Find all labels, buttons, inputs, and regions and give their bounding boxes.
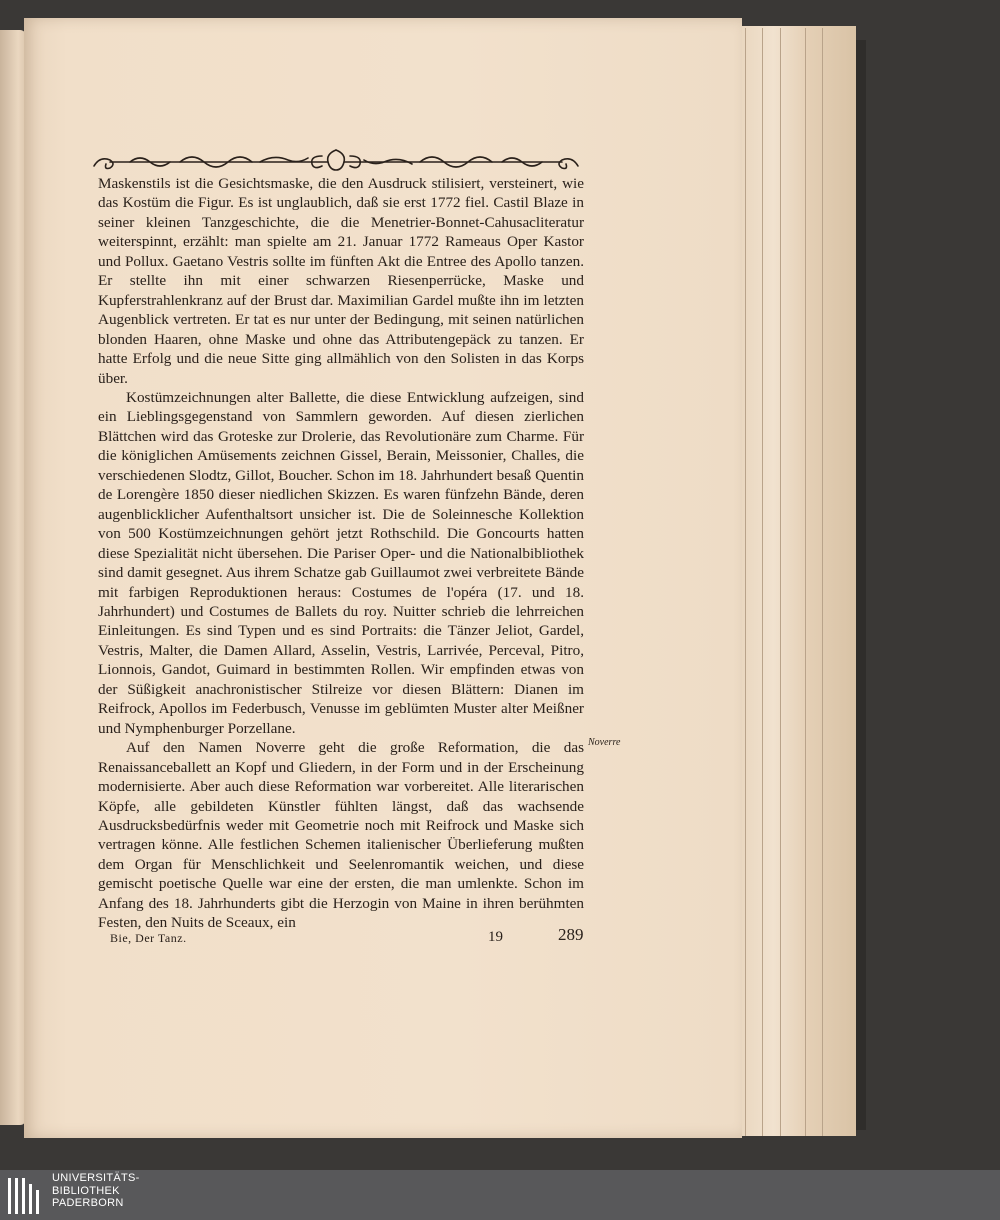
library-line: UNIVERSITÄTS-: [52, 1172, 140, 1184]
page-edge-line: [745, 28, 746, 1136]
body-text: [98, 174, 584, 933]
page-stack-edges: [738, 26, 856, 1136]
page-edge-line: [822, 28, 823, 1136]
left-page-edge: [0, 30, 26, 1125]
stack-shadow: [856, 40, 866, 1130]
library-name: [52, 1172, 140, 1210]
library-line: PADERBORN: [52, 1197, 124, 1209]
page-number: 289: [558, 925, 584, 944]
paragraph: Maskenstils ist die Gesichtsmaske, die den Ausdruck stilisiert, versteinert, wie das Kostüm die Figur. Es ist unglaublich, daß sie erst 1772 fiel. Castil Blaze in seiner kleinen Tanzgeschichte, die die Menetrier-Bonnet-Cahusacliteratur weiterspinnt, erzählt: man spielte am 21. Januar 1772 Rameaus Oper Kastor und Pollux. Gaetano Vestris sollte im fünften Akt die Entree des Apollo tanzen. Er stellte ihn mit einer schwarzen Riesenperrücke, Maske und Kupferstrahlenkranz auf der Brust dar. Maximilian Gardel mußte ihn im letzten Augenblick vertreten. Er tat es nur unter der Bedingung, mit seinen natürlichen blonden Haaren, ohne Maske und ohne das Attributengepäck zu tanzen. Er hatte Erfolg und die neue Sitte ging allmählich von den Solisten in das Korps über.: [98, 175, 584, 387]
marginal-note: Noverre: [588, 737, 621, 748]
library-line: BIBLIOTHEK: [52, 1184, 120, 1197]
library-logo-icon: [6, 1174, 46, 1218]
paragraph: Kostümzeichnungen alter Ballette, die diese Entwicklung aufzeigen, sind ein Lieblingsgegenstand von Sammlern geworden. Auf diesen zierlichen Blättchen wird das Groteske zur Drolerie, das Revolutionäre zum Charme. Für die königlichen Amüsements zeichnen Gissel, Berain, Meissonier, Challes, die verschiedenen Slodtz, Gillot, Boucher. Schon im 18. Jahrhundert besaß Quentin de Lorengère 1850 dieser niedlichen Skizzen. Es waren fünfzehn Bände, deren augenblicklicher Aufenthaltsort unsicher ist. Die de Soleinnesche Kollektion von 500 Kostümzeichnungen gehört jetzt Rothschild. Die Goncourts hatten diese Spezialität nicht übersehen. Die Pariser Oper- und die Nationalbibliothek sind damit gesegnet. Aus ihrem Schatze gab Guillaumot zwei verbreitete Bände mit farbigen Reproduktionen heraus: Costumes de l'opéra (17. und 18. Jahrhundert) und Costumes de Ballets du roy. Nuitter schrieb die lehrreichen Einleitungen. Es sind Typen und es sind Portraits: die Tänzer Jeliot, Gardel, Vestris, Malter, die Damen Allard, Asselin, Vestris, Larrivée, Perceval, Pitro, Lionnois, Gandot, Guimard in bestimmten Rollen. Wir empfinden etwas von der Süßigkeit anachronistischer Stilreize vor diesen Blättern: Dianen im Reifrock, Apollos im Federbusch, Venusse im geblümten Muster alter Meißner und Nymphenburger Porzellane.: [98, 388, 584, 737]
signature-mark: 19: [488, 929, 503, 945]
page-edge-line: [762, 28, 763, 1136]
paragraph: Auf den Namen Noverre geht die große Reformation, die das Renaissanceballett an Kopf und Gliedern, in der Form und in der Erscheinung modernisierte. Aber auch diese Reformation war vorbereitet. Alle literarischen Köpfe, alle gebildeten Künstler fühlten längst, daß das wachsende Ausdrucksbedürfnis weder mit Geometrie noch mit Reifrock und Maske sich vertragen könne. Alle festlichen Schemen italienischer Überlieferung mußten dem Organ für Menschlichkeit und Seelenromantik weichen, und diese gemischt poetische Quelle war eine der ersten, die man umlenkte. Schon im Anfang des 18. Jahrhunderts gibt die Herzogin von Maine in ihren berühmten Festen, den Nuits de Sceaux, ein: [98, 739, 584, 932]
footer-title: Bie, Der Tanz.: [110, 931, 187, 945]
page-edge-line: [805, 28, 806, 1136]
library-footer-bar: [0, 1170, 1000, 1220]
page-edge-line: [780, 28, 781, 1136]
ornament-headpiece: [90, 146, 582, 174]
